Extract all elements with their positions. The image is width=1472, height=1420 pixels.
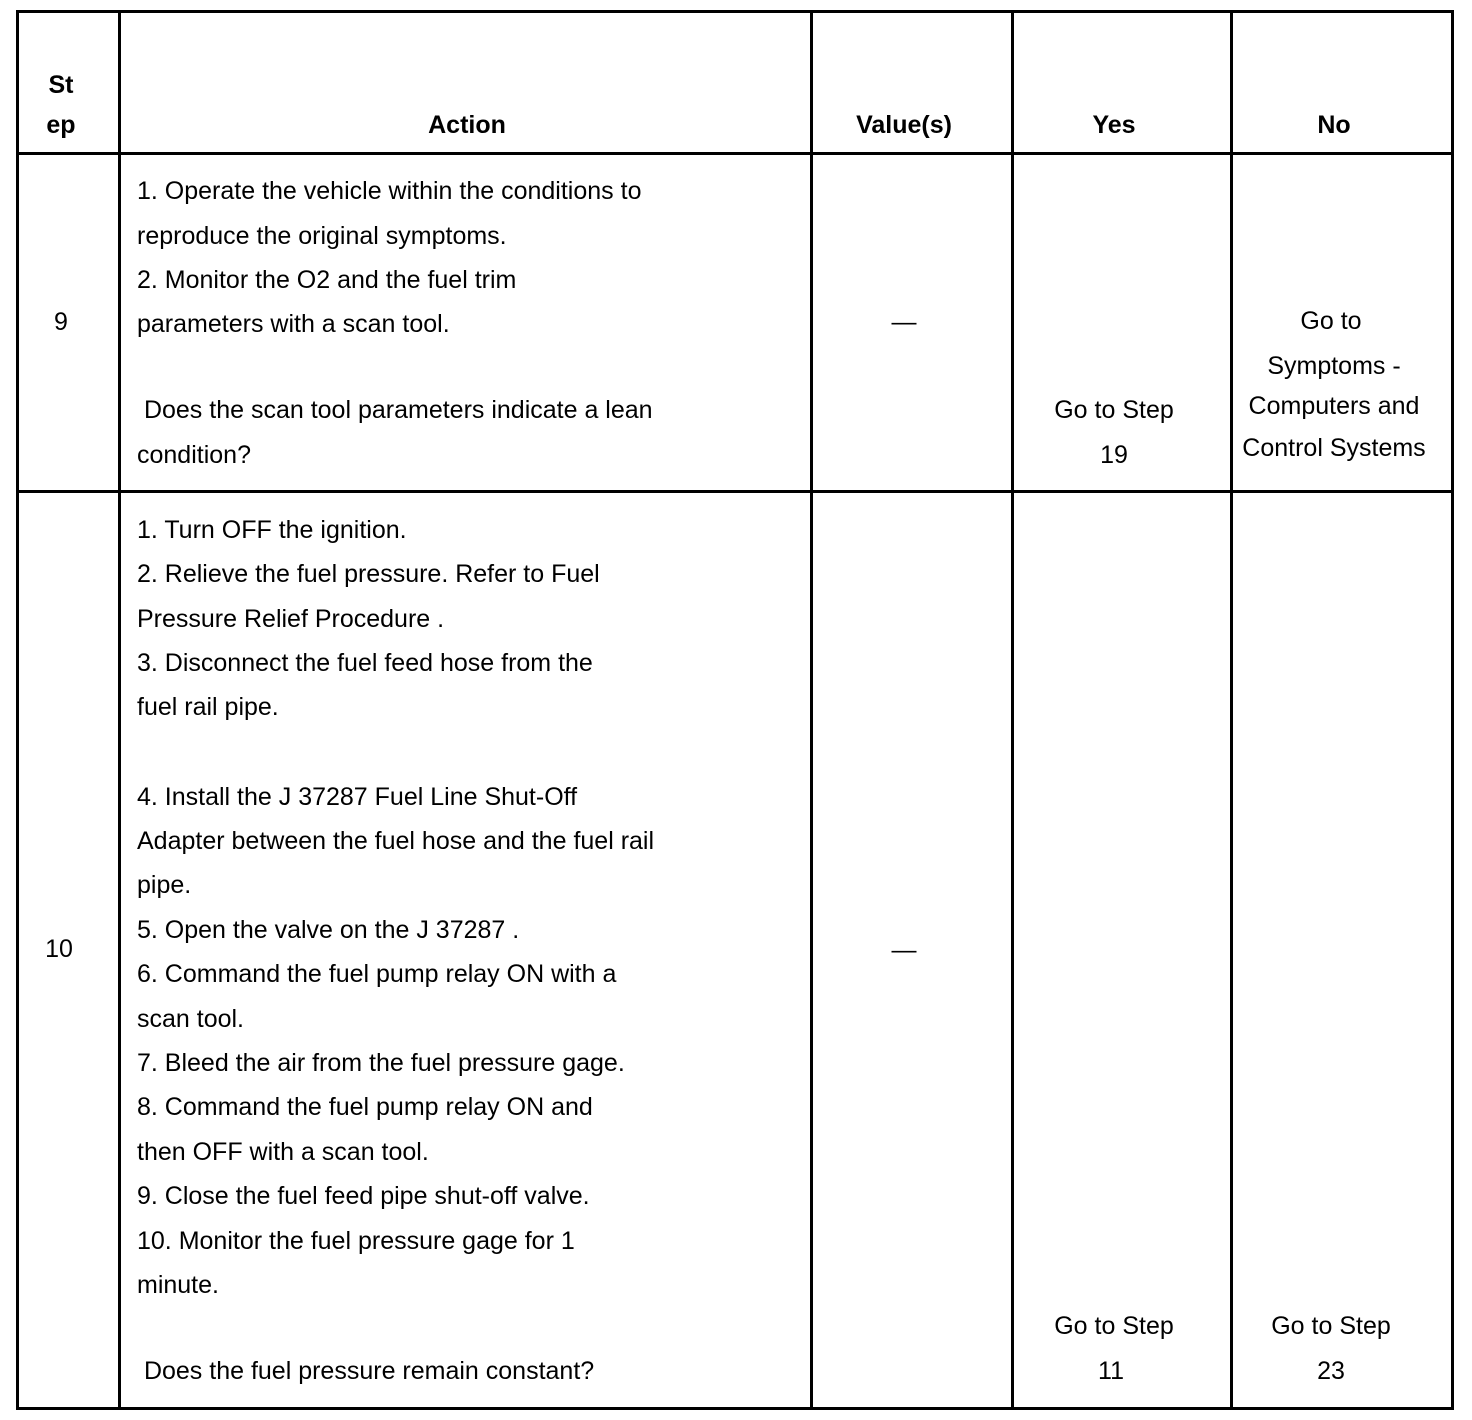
action-line: condition? (137, 441, 251, 469)
header-divider (16, 152, 1454, 155)
action-line: then OFF with a scan tool. (137, 1138, 429, 1166)
header-no: No (1317, 111, 1351, 139)
header-values: Value(s) (856, 111, 952, 139)
row-step-number: 9 (54, 308, 68, 336)
action-question: Does the scan tool parameters indicate a lean (137, 396, 653, 424)
action-line: 1. Turn OFF the ignition. (137, 516, 407, 544)
yes-link-step[interactable]: 11 (1098, 1357, 1124, 1385)
action-line: 3. Disconnect the fuel feed hose from the (137, 649, 593, 677)
header-yes: Yes (1092, 111, 1136, 139)
row-value: — (891, 308, 917, 336)
no-link-step[interactable]: 23 (1317, 1357, 1345, 1385)
no-link[interactable]: Symptoms - (1267, 352, 1401, 380)
col-divider-step (118, 10, 121, 1410)
action-question: Does the fuel pressure remain constant? (137, 1357, 595, 1385)
no-link[interactable]: Go to Step (1271, 1312, 1391, 1340)
action-line: pipe. (137, 871, 192, 899)
action-line: 9. Close the fuel feed pipe shut-off valve. (137, 1182, 590, 1210)
action-line: 2. Relieve the fuel pressure. Refer to Fuel (137, 560, 600, 588)
row-divider (16, 490, 1454, 493)
action-line: 6. Command the fuel pump relay ON with a (137, 960, 617, 988)
row-step-number: 10 (45, 935, 73, 963)
yes-link[interactable]: Go to Step (1054, 396, 1174, 424)
action-line: fuel rail pipe. (137, 693, 279, 721)
no-link[interactable]: Computers and (1248, 392, 1420, 420)
action-line: 7. Bleed the air from the fuel pressure gage. (137, 1049, 625, 1077)
action-line: minute. (137, 1271, 219, 1299)
header-action: Action (428, 111, 506, 139)
row-value: — (891, 936, 917, 964)
action-line: Adapter between the fuel hose and the fuel rail (137, 827, 655, 855)
action-line: 5. Open the valve on the J 37287 . (137, 916, 520, 944)
no-link[interactable]: Go to (1300, 307, 1362, 335)
action-line: 2. Monitor the O2 and the fuel trim (137, 266, 517, 294)
col-divider-values (1011, 10, 1014, 1410)
no-link[interactable]: Control Systems (1242, 434, 1426, 462)
header-step-line2: ep (46, 111, 76, 139)
action-line: reproduce the original symptoms. (137, 222, 507, 250)
action-line: 4. Install the J 37287 Fuel Line Shut-Off (137, 783, 578, 811)
action-line: scan tool. (137, 1005, 245, 1033)
header-step-line1: St (48, 71, 74, 99)
table-border-right (1451, 10, 1454, 1410)
table-border-bottom (16, 1407, 1454, 1410)
action-line: 1. Operate the vehicle within the conditions to (137, 177, 642, 205)
action-line: 10. Monitor the fuel pressure gage for 1 (137, 1227, 575, 1255)
yes-link-step[interactable]: 19 (1100, 441, 1128, 469)
yes-link[interactable]: Go to Step (1054, 1312, 1174, 1340)
table-border-left (16, 10, 19, 1410)
action-line: 8. Command the fuel pump relay ON and (137, 1093, 593, 1121)
action-line: Pressure Relief Procedure . (137, 605, 445, 633)
action-line: parameters with a scan tool. (137, 310, 450, 338)
col-divider-yes (1230, 10, 1233, 1410)
table-border-top (16, 10, 1454, 13)
col-divider-action (810, 10, 813, 1410)
